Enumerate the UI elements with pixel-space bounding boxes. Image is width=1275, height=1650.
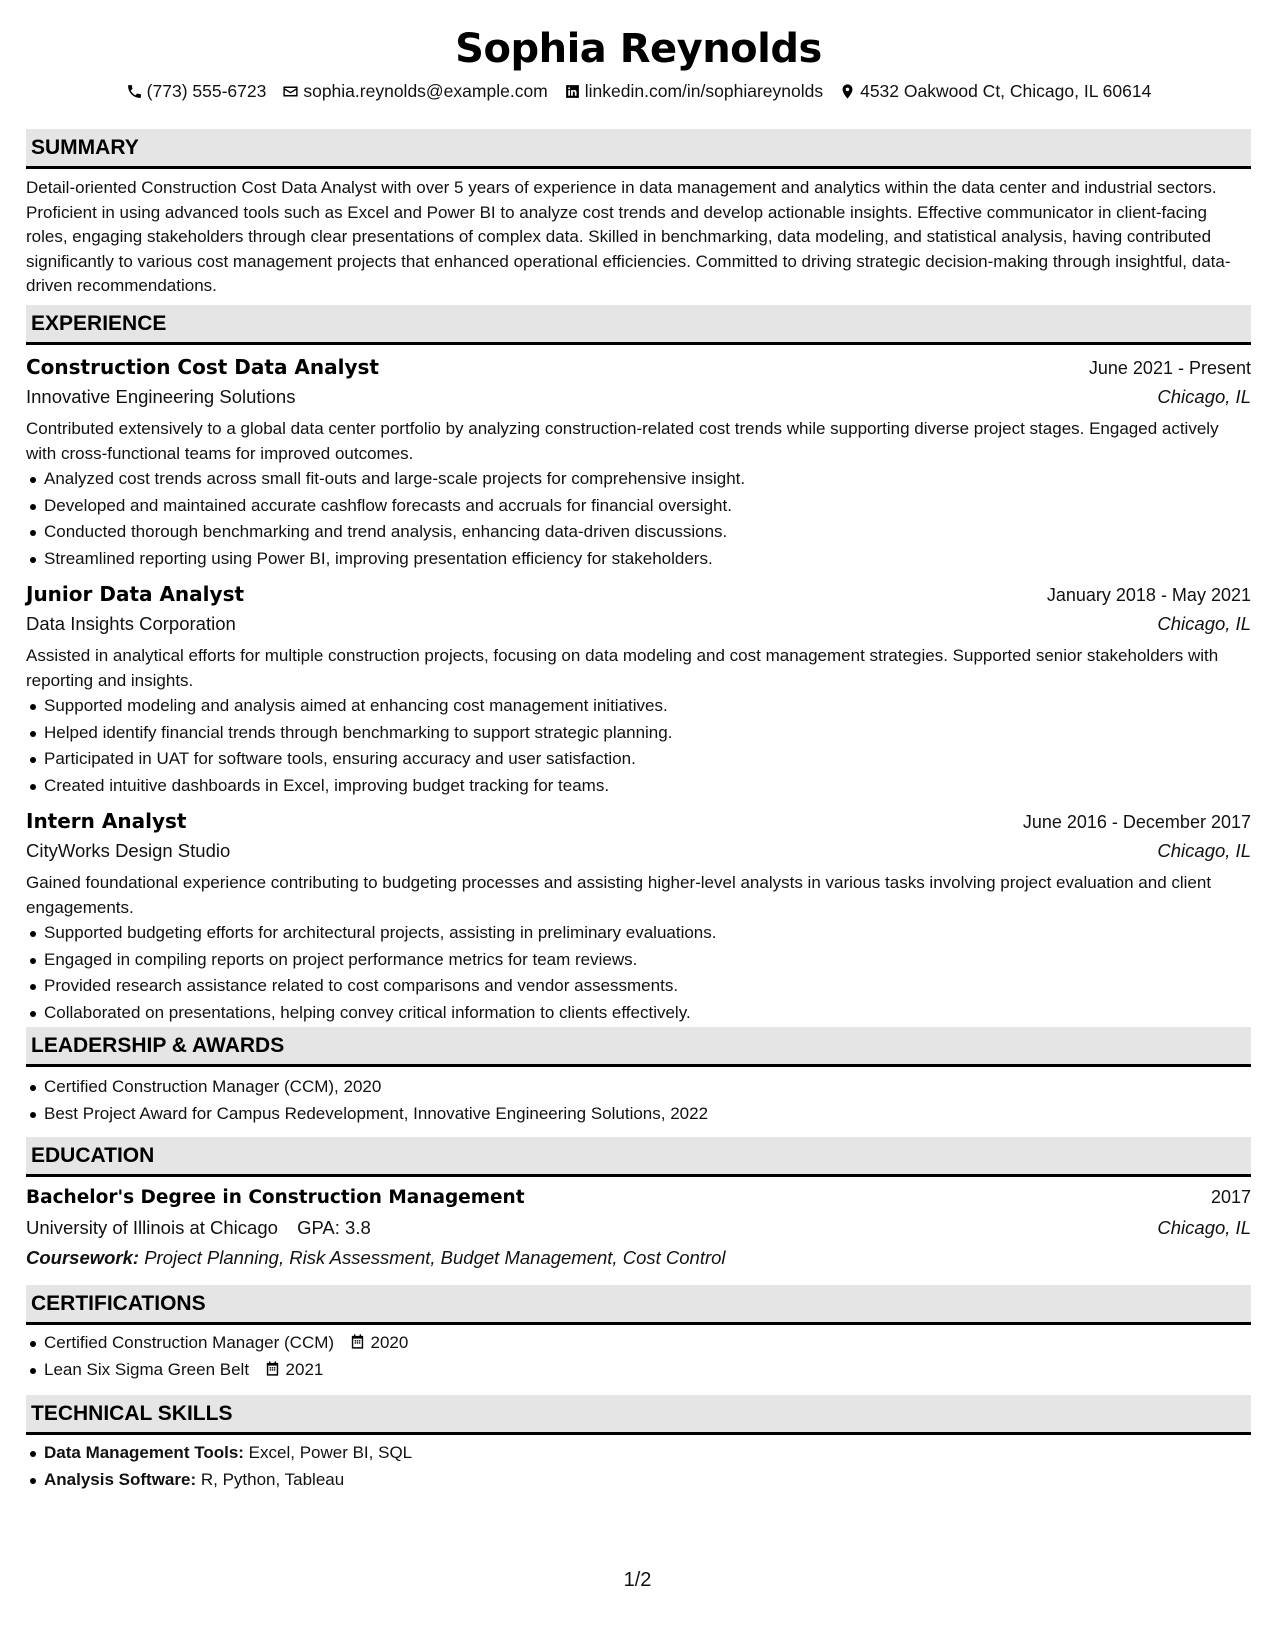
job-dates: June 2016 - December 2017 bbox=[1022, 812, 1251, 832]
page-number: 1/2 bbox=[623, 1569, 652, 1591]
contact-address bbox=[839, 81, 1151, 102]
contact-phone bbox=[126, 81, 267, 102]
summary-section bbox=[26, 129, 1251, 299]
skill-value: R, Python, Tableau bbox=[200, 1469, 345, 1489]
certifications-heading: CERTIFICATIONS bbox=[26, 1285, 1251, 1325]
certification-name: Lean Six Sigma Green Belt bbox=[44, 1359, 250, 1379]
list-item: Streamlined reporting using Power BI, improving presentation efficiency for stakeholders. bbox=[26, 546, 1251, 573]
job-location: Chicago, IL bbox=[1157, 386, 1251, 407]
contact-bar bbox=[26, 78, 1251, 104]
job-entry bbox=[26, 806, 1251, 1026]
coursework bbox=[26, 1243, 1251, 1273]
list-item: Supported modeling and analysis aimed at enhancing cost management initiatives. bbox=[26, 693, 1251, 720]
linkedin-icon bbox=[564, 83, 581, 100]
phone-text: (773) 555-6723 bbox=[146, 80, 267, 101]
calendar-icon bbox=[264, 1360, 281, 1377]
job-location: Chicago, IL bbox=[1157, 613, 1251, 634]
list-item bbox=[26, 1357, 1251, 1384]
list-item: Developed and maintained accurate cashflow forecasts and accruals for financial oversight. bbox=[26, 493, 1251, 520]
job-dates: June 2021 - Present bbox=[1088, 358, 1251, 378]
job-description: Gained foundational experience contributing to budgeting processes and assisting higher-level analysts in various tasks involving project evaluation and client engagements. bbox=[26, 873, 1212, 917]
email-text: sophia.reynolds@example.com bbox=[303, 80, 548, 101]
list-item: Collaborated on presentations, helping convey critical information to clients effectively. bbox=[26, 1000, 1251, 1027]
list-item: Conducted thorough benchmarking and trend analysis, enhancing data-driven discussions. bbox=[26, 519, 1251, 546]
job-bullets bbox=[26, 466, 1251, 572]
certifications-list bbox=[26, 1330, 1251, 1383]
education-section bbox=[26, 1137, 1251, 1273]
job-company: CityWorks Design Studio bbox=[26, 840, 231, 861]
skills-heading: TECHNICAL SKILLS bbox=[26, 1395, 1251, 1435]
phone-icon bbox=[126, 83, 143, 100]
list-item: Best Project Award for Campus Redevelopment, Innovative Engineering Solutions, 2022 bbox=[26, 1101, 1251, 1128]
list-item: Supported budgeting efforts for architectural projects, assisting in preliminary evaluations. bbox=[26, 920, 1251, 947]
certification-year: 2021 bbox=[285, 1359, 324, 1379]
candidate-name: Sophia Reynolds bbox=[455, 26, 822, 72]
job-description: Contributed extensively to a global data center portfolio by analyzing construction-related cost trends while supporting diverse project stages. Engaged actively with cross-functional teams for improved outcomes. bbox=[26, 419, 1219, 463]
summary-text: Detail-oriented Construction Cost Data Analyst with over 5 years of experience in data management and analytics within the data center and industrial sectors. Proficient in using advanced tools such as Excel and Power BI to analyze cost trends and develop actionable insights. Effective communicator in client-facing roles, engaging stakeholders through clear presentations of complex data. Skilled in benchmarking, data modeling, and statistical analysis, having contributed significantly to various cost management projects that enhanced operational efficiencies. Committed to driving strategic decision-making through insightful, data-driven recommendations. bbox=[26, 178, 1231, 295]
resume-page bbox=[26, 0, 1251, 1489]
job-title: Intern Analyst bbox=[26, 809, 187, 833]
list-item: Certified Construction Manager (CCM), 2020 bbox=[26, 1074, 1251, 1101]
list-item bbox=[26, 1467, 1251, 1494]
certification-name: Certified Construction Manager (CCM) bbox=[44, 1333, 335, 1352]
contact-email[interactable] bbox=[282, 81, 547, 102]
list-item: Created intuitive dashboards in Excel, improving budget tracking for teams. bbox=[26, 773, 1251, 800]
list-item: Participated in UAT for software tools, ensuring accuracy and user satisfaction. bbox=[26, 746, 1251, 773]
education-heading: EDUCATION bbox=[26, 1137, 1251, 1177]
graduation-year: 2017 bbox=[1210, 1187, 1251, 1207]
coursework-label: Coursework: bbox=[26, 1247, 140, 1268]
school-name: University of Illinois at Chicago bbox=[26, 1217, 278, 1238]
experience-section bbox=[26, 305, 1251, 1026]
list-item bbox=[26, 1330, 1251, 1357]
job-entry bbox=[26, 352, 1251, 572]
job-description: Assisted in analytical efforts for multiple construction projects, focusing on data modeling and cost management strategies. Supported senior stakeholders with reporting and insights. bbox=[26, 646, 1219, 690]
linkedin-text: linkedin.com/in/sophiareynolds bbox=[584, 80, 824, 101]
skill-label: Analysis Software: bbox=[44, 1469, 197, 1489]
skill-value: Excel, Power BI, SQL bbox=[248, 1443, 413, 1462]
list-item: Analyzed cost trends across small fit-outs and large-scale projects for comprehensive insight. bbox=[26, 466, 1251, 493]
job-company: Innovative Engineering Solutions bbox=[26, 386, 296, 407]
skill-label: Data Management Tools: bbox=[44, 1443, 244, 1462]
contact-linkedin[interactable] bbox=[564, 81, 823, 102]
envelope-icon bbox=[282, 83, 299, 100]
degree: Bachelor's Degree in Construction Management bbox=[26, 1187, 525, 1208]
gpa: GPA: 3.8 bbox=[297, 1217, 371, 1238]
leadership-list bbox=[26, 1074, 1251, 1127]
leadership-heading: LEADERSHIP & AWARDS bbox=[26, 1027, 1251, 1067]
job-company: Data Insights Corporation bbox=[26, 613, 236, 634]
job-title: Junior Data Analyst bbox=[26, 582, 245, 606]
skills-list bbox=[26, 1440, 1251, 1493]
coursework-list: Project Planning, Risk Assessment, Budget Management, Cost Control bbox=[144, 1247, 726, 1268]
list-item bbox=[26, 1440, 1251, 1467]
list-item: Engaged in compiling reports on project performance metrics for team reviews. bbox=[26, 947, 1251, 974]
job-bullets bbox=[26, 693, 1251, 799]
list-item: Provided research assistance related to cost comparisons and vendor assessments. bbox=[26, 973, 1251, 1000]
certifications-section bbox=[26, 1285, 1251, 1383]
calendar-icon bbox=[349, 1333, 366, 1350]
skills-section bbox=[26, 1395, 1251, 1493]
certification-year: 2020 bbox=[370, 1333, 409, 1352]
job-title: Construction Cost Data Analyst bbox=[26, 355, 379, 379]
job-entry bbox=[26, 579, 1251, 799]
map-pin-icon bbox=[839, 83, 856, 100]
address-text: 4532 Oakwood Ct, Chicago, IL 60614 bbox=[860, 80, 1152, 101]
experience-heading: EXPERIENCE bbox=[26, 305, 1251, 345]
job-location: Chicago, IL bbox=[1157, 840, 1251, 861]
job-dates: January 2018 - May 2021 bbox=[1046, 585, 1251, 605]
job-bullets bbox=[26, 920, 1251, 1026]
list-item: Helped identify financial trends through benchmarking to support strategic planning. bbox=[26, 720, 1251, 747]
school-location: Chicago, IL bbox=[1157, 1217, 1251, 1238]
summary-heading: SUMMARY bbox=[26, 129, 1251, 169]
leadership-section bbox=[26, 1027, 1251, 1127]
